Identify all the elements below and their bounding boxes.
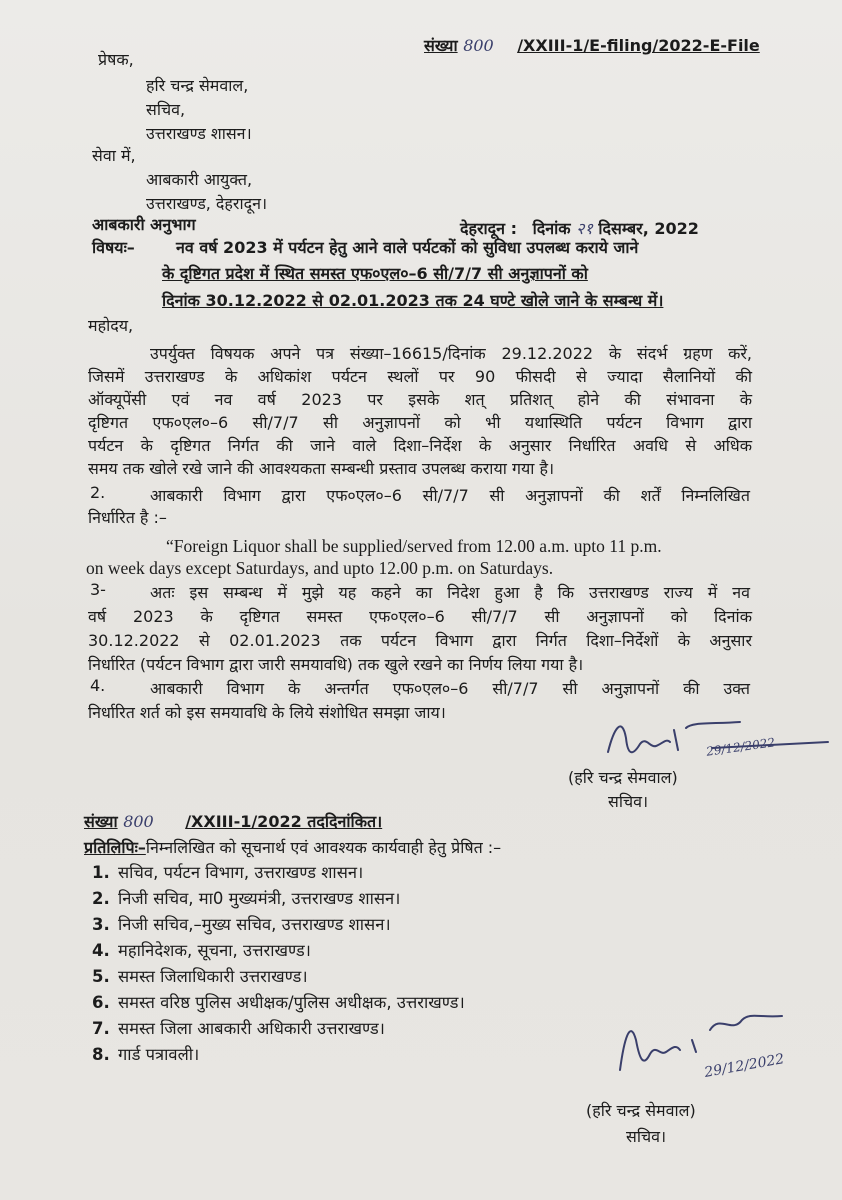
list-item: 1. सचिव, पर्यटन विभाग, उत्तराखण्ड शासन। bbox=[92, 863, 364, 882]
recipient-place: उत्तराखण्ड, देहरादून। bbox=[146, 194, 268, 213]
subject-label: विषयः– bbox=[92, 238, 135, 257]
date-place: देहरादून : bbox=[460, 219, 518, 238]
copy-label: प्रतिलिपिः– bbox=[84, 838, 146, 857]
date-label: दिनांक bbox=[532, 219, 571, 238]
list-item: 3. निजी सचिव,–मुख्य सचिव, उत्तराखण्ड शासन। bbox=[92, 915, 391, 934]
copy-text: निम्नलिखित को सूचनार्थ एवं आवश्यक कार्यवाही हेतु प्रेषित :– bbox=[145, 838, 502, 857]
signature-2-name: (हरि चन्द्र सेमवाल) bbox=[586, 1101, 696, 1120]
quote-line-2: on week days except Saturdays, and upto 12.00 p.m. on Saturdays. bbox=[86, 558, 554, 578]
endorsement-reference bbox=[84, 812, 382, 832]
para4-number: 4. bbox=[90, 676, 106, 695]
para4-line-2: निर्धारित शर्त को इस समयावधि के लिये संशोधित समझा जाय। bbox=[88, 703, 446, 722]
sender-designation: सचिव, bbox=[146, 100, 186, 119]
date-month-year: दिसम्बर, 2022 bbox=[598, 219, 699, 238]
subject-line-2: के दृष्टिगत प्रदेश में स्थित समस्त एफ०एल०–6 सी/7/7 सी अनुज्ञापनों को bbox=[162, 264, 588, 283]
list-item: 4. महानिदेशक, सूचना, उत्तराखण्ड। bbox=[92, 941, 311, 960]
list-item: 7. समस्त जिला आबकारी अधिकारी उत्तराखण्ड। bbox=[92, 1019, 385, 1038]
endorsement-ref-code: /XXIII-1/2022 तददिनांकित। bbox=[185, 812, 383, 831]
reference-number bbox=[424, 36, 760, 56]
signature-2-scribble bbox=[610, 1000, 830, 1100]
signature-2-date: 29/12/2022 bbox=[703, 1051, 786, 1081]
date-line bbox=[460, 219, 699, 239]
sender-office: उत्तराखण्ड शासन। bbox=[146, 124, 252, 143]
signature-1-designation: सचिव। bbox=[608, 792, 649, 811]
salutation: महोदय, bbox=[88, 316, 134, 335]
endorsement-ref-number-handwritten: 800 bbox=[123, 812, 154, 831]
para3-line-2: वर्ष 2023 के दृष्टिगत समस्त एफ०एल०–6 सी/7/7 सी अनुज्ञापनों को दिनांक bbox=[88, 607, 752, 626]
para3-line-4: निर्धारित (पर्यटन विभाग द्वारा जारी समयावधि) तक खुले रखने का निर्णय लिया गया है। bbox=[88, 655, 584, 674]
section-name: आबकारी अनुभाग bbox=[92, 215, 196, 234]
sender-name: हरि चन्द्र सेमवाल, bbox=[146, 76, 249, 95]
para1-line-4: दृष्टिगत एफ०एल०–6 सी/7/7 सी अनुज्ञापनों को भी यथास्थिति पर्यटन विभाग द्वारा bbox=[88, 413, 752, 432]
para3-number: 3- bbox=[90, 580, 106, 599]
para2-number: 2. bbox=[90, 483, 106, 502]
signature-2 bbox=[610, 1000, 830, 1100]
para3-line-1: अतः इस सम्बन्ध में मुझे यह कहने का निदेश हुआ है कि उत्तराखण्ड राज्य में नव bbox=[150, 583, 750, 602]
list-item: 5. समस्त जिलाधिकारी उत्तराखण्ड। bbox=[92, 967, 308, 986]
list-item: 6. समस्त वरिष्ठ पुलिस अधीक्षक/पुलिस अधीक्षक, उत्तराखण्ड। bbox=[92, 993, 465, 1012]
date-day-handwritten: २१ bbox=[576, 219, 593, 238]
para1-line-6: समय तक खोले रखे जाने की आवश्यकता सम्बन्धी प्रस्ताव उपलब्ध कराया गया है। bbox=[88, 459, 555, 478]
signature-2-designation: सचिव। bbox=[626, 1127, 667, 1146]
para1-line-2: जिसमें उत्तराखण्ड के अधिकांश पर्यटन स्थलों पर 90 फीसदी से ज्यादा सैलानियों की bbox=[88, 367, 752, 386]
sender-label: प्रेषक, bbox=[98, 50, 134, 69]
list-item: 8. गार्ड पत्रावली। bbox=[92, 1045, 200, 1064]
para1-line-1: उपर्युक्त विषयक अपने पत्र संख्या–16615/दिनांक 29.12.2022 के संदर्भ ग्रहण करें, bbox=[150, 344, 752, 363]
ref-label: संख्या bbox=[424, 36, 458, 55]
signature-1-name: (हरि चन्द्र सेमवाल) bbox=[568, 768, 678, 787]
ref-number-handwritten: 800 bbox=[463, 36, 494, 55]
recipient-label: सेवा में, bbox=[92, 146, 136, 165]
recipient-designation: आबकारी आयुक्त, bbox=[146, 170, 253, 189]
ref-code: /XXIII-1/E-filing/2022-E-File bbox=[517, 36, 760, 55]
para4-line-1: आबकारी विभाग के अन्तर्गत एफ०एल०–6 सी/7/7 सी अनुज्ञापनों की उक्त bbox=[150, 679, 750, 698]
para3-line-3: 30.12.2022 से 02.01.2023 तक पर्यटन विभाग द्वारा निर्गत दिशा–निर्देशों के अनुसार bbox=[88, 631, 752, 650]
list-item: 2. निजी सचिव, मा0 मुख्यमंत्री, उत्तराखण्ड शासन। bbox=[92, 889, 401, 908]
para1-line-5: पर्यटन के दृष्टिगत निर्गत की जाने वाले दिशा–निर्देश के अनुसार निर्धारित अवधि से अधिक bbox=[88, 436, 752, 455]
para2-line-1: आबकारी विभाग द्वारा एफ०एल०–6 सी/7/7 सी अनुज्ञापनों की शर्तें निम्नलिखित bbox=[150, 486, 750, 505]
endorsement-ref-label: संख्या bbox=[84, 812, 118, 831]
para1-line-3: ऑक्यूपेंसी एवं नव वर्ष 2023 पर इसके शत् प्रतिशत् होने की संभावना के bbox=[88, 390, 752, 409]
subject-line-1: नव वर्ष 2023 में पर्यटन हेतु आने वाले पर्यटकों को सुविधा उपलब्ध कराये जाने bbox=[176, 238, 639, 257]
signature-1-date: 29/12/2022 bbox=[705, 735, 776, 759]
quote-line-1: “Foreign Liquor shall be supplied/served from 12.00 a.m. upto 11 p.m. bbox=[166, 536, 662, 556]
copy-line bbox=[84, 838, 501, 858]
subject-line-3: दिनांक 30.12.2022 से 02.01.2023 तक 24 घण्टे खोले जाने के सम्बन्ध में। bbox=[162, 291, 664, 310]
para2-line-2: निर्धारित है :– bbox=[88, 508, 167, 527]
